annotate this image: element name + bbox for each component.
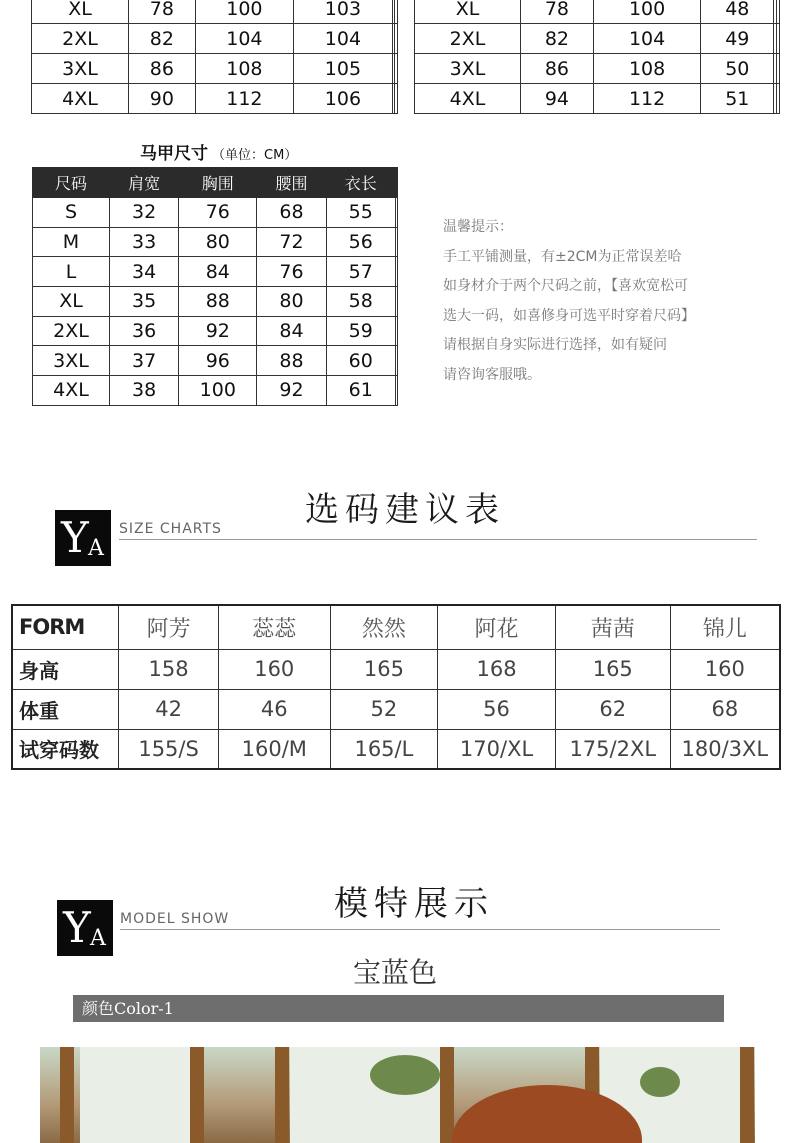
logo-letter-y: Y bbox=[63, 903, 91, 952]
table-row bbox=[12, 649, 780, 689]
table-cell: 34 bbox=[109, 257, 178, 287]
table-cell: 168 bbox=[438, 649, 556, 689]
table-cell: 84 bbox=[257, 316, 326, 346]
vest-size-table bbox=[32, 167, 398, 406]
tip-line: 请根据自身实际进行选择，如有疑问 bbox=[443, 337, 667, 353]
table-cell bbox=[395, 84, 398, 114]
window-frame bbox=[440, 1047, 454, 1143]
table-row bbox=[33, 287, 398, 317]
table-cell: 108 bbox=[195, 54, 294, 84]
table-cell: 60 bbox=[326, 346, 395, 376]
row-header: 体重 bbox=[12, 689, 119, 729]
table-cell: 49 bbox=[701, 24, 774, 54]
table-cell: 160 bbox=[218, 649, 330, 689]
table-cell: 52 bbox=[330, 689, 438, 729]
table-cell: 80 bbox=[257, 287, 326, 317]
table-cell: 4XL bbox=[33, 376, 110, 406]
column-header: 尺码 bbox=[33, 168, 110, 198]
tip-line: 手工平铺测量，有±2CM为正常误差哈 bbox=[443, 248, 682, 265]
table-cell: 84 bbox=[179, 257, 257, 287]
table-cell bbox=[777, 24, 780, 54]
table-cell: 104 bbox=[294, 24, 393, 54]
size-table-right bbox=[414, 0, 780, 114]
table-row bbox=[32, 54, 398, 84]
vest-title-text: 马甲尺寸 bbox=[140, 144, 208, 164]
table-cell: 92 bbox=[179, 316, 257, 346]
table-cell: 3XL bbox=[415, 54, 521, 84]
table-cell: 50 bbox=[701, 54, 774, 84]
table-cell: 35 bbox=[109, 287, 178, 317]
tip-line: 如身材介于两个尺码之前，【喜欢宽松可 bbox=[443, 278, 688, 294]
table-cell: 165 bbox=[555, 649, 670, 689]
size-table-left bbox=[31, 0, 398, 114]
row-header: 身高 bbox=[12, 649, 119, 689]
table-cell bbox=[395, 376, 397, 406]
table-cell bbox=[395, 257, 397, 287]
table-cell: 32 bbox=[109, 198, 178, 228]
table-cell: 105 bbox=[294, 54, 393, 84]
table-cell: 104 bbox=[195, 24, 294, 54]
table-cell: 33 bbox=[109, 227, 178, 257]
logo-letter-a: A bbox=[88, 536, 104, 561]
table-row bbox=[32, 84, 398, 114]
color-name-label: 宝蓝色 bbox=[352, 956, 437, 989]
table-cell: 92 bbox=[257, 376, 326, 406]
table-cell: 100 bbox=[195, 0, 294, 24]
table-cell: 158 bbox=[119, 649, 219, 689]
column-header bbox=[395, 168, 397, 198]
table-cell: 56 bbox=[326, 227, 395, 257]
table-cell: 38 bbox=[109, 376, 178, 406]
table-cell: 88 bbox=[257, 346, 326, 376]
plant-foliage bbox=[370, 1055, 440, 1095]
row-header: 试穿码数 bbox=[12, 729, 119, 769]
table-cell: 103 bbox=[294, 0, 393, 24]
table-cell: 165 bbox=[330, 649, 438, 689]
table-cell: XL bbox=[32, 0, 129, 24]
table-cell: 3XL bbox=[33, 346, 110, 376]
form-label: FORM bbox=[12, 605, 119, 649]
table-cell bbox=[395, 346, 397, 376]
model-name: 茜茜 bbox=[555, 605, 670, 649]
table-cell: 155/S bbox=[119, 729, 219, 769]
table-cell bbox=[395, 287, 397, 317]
table-cell: S bbox=[33, 198, 110, 228]
logo-letter-y: Y bbox=[61, 513, 89, 562]
tip-line: 请咨询客服哦。 bbox=[443, 366, 541, 383]
table-cell: 42 bbox=[119, 689, 219, 729]
table-row bbox=[32, 0, 398, 24]
table-cell bbox=[395, 198, 397, 228]
table-cell: 4XL bbox=[415, 84, 521, 114]
table-cell: 180/3XL bbox=[670, 729, 780, 769]
window-frame bbox=[740, 1047, 754, 1143]
table-cell bbox=[395, 227, 397, 257]
window-pane bbox=[80, 1047, 190, 1143]
table-cell: 90 bbox=[129, 84, 196, 114]
table-row bbox=[415, 0, 780, 24]
table-cell: 55 bbox=[326, 198, 395, 228]
table-row bbox=[12, 729, 780, 769]
table-cell: 82 bbox=[129, 24, 196, 54]
table-cell: 51 bbox=[701, 84, 774, 114]
table-cell: XL bbox=[415, 0, 521, 24]
table-cell: 58 bbox=[326, 287, 395, 317]
model-name: 蕊蕊 bbox=[218, 605, 330, 649]
table-row bbox=[33, 198, 398, 228]
divider-line bbox=[119, 539, 757, 540]
table-cell: 112 bbox=[195, 84, 294, 114]
size-chart-title: 选码建议表 bbox=[305, 490, 505, 530]
table-header-row bbox=[33, 168, 398, 198]
column-header: 腰围 bbox=[257, 168, 326, 198]
size-chart-subtitle: SIZE CHARTS bbox=[119, 521, 222, 537]
tip-line: 选大一码，如喜修身可选平时穿着尺码】 bbox=[443, 307, 695, 324]
table-row bbox=[32, 24, 398, 54]
table-cell: 86 bbox=[521, 54, 594, 84]
table-cell: 2XL bbox=[32, 24, 129, 54]
column-header: 衣长 bbox=[326, 168, 395, 198]
table-cell: 4XL bbox=[32, 84, 129, 114]
window-frame bbox=[190, 1047, 204, 1143]
tip-line: 温馨提示： bbox=[443, 219, 513, 235]
table-cell: 160 bbox=[670, 649, 780, 689]
table-cell: 96 bbox=[179, 346, 257, 376]
table-cell: XL bbox=[33, 287, 110, 317]
table-cell bbox=[395, 316, 397, 346]
table-cell bbox=[395, 24, 398, 54]
table-cell bbox=[777, 84, 780, 114]
table-row bbox=[415, 24, 780, 54]
table-cell: 100 bbox=[179, 376, 257, 406]
table-cell: 2XL bbox=[33, 316, 110, 346]
plant-foliage bbox=[640, 1067, 680, 1097]
table-cell: 68 bbox=[257, 198, 326, 228]
table-cell: M bbox=[33, 227, 110, 257]
model-show-subtitle: MODEL SHOW bbox=[120, 911, 230, 927]
table-cell: 175/2XL bbox=[555, 729, 670, 769]
table-cell: L bbox=[33, 257, 110, 287]
model-name: 阿花 bbox=[438, 605, 556, 649]
table-cell: 68 bbox=[670, 689, 780, 729]
table-cell: 94 bbox=[521, 84, 594, 114]
column-header: 胸围 bbox=[179, 168, 257, 198]
table-cell: 88 bbox=[179, 287, 257, 317]
table-header-row bbox=[12, 605, 780, 649]
column-header: 肩宽 bbox=[109, 168, 178, 198]
table-cell: 78 bbox=[129, 0, 196, 24]
table-row bbox=[33, 316, 398, 346]
logo-letter-a: A bbox=[90, 926, 106, 951]
table-cell: 100 bbox=[593, 0, 701, 24]
model-name: 锦儿 bbox=[670, 605, 780, 649]
table-cell: 2XL bbox=[415, 24, 521, 54]
table-cell: 170/XL bbox=[438, 729, 556, 769]
window-frame bbox=[275, 1047, 289, 1143]
model-photo bbox=[40, 1047, 755, 1143]
table-row bbox=[33, 376, 398, 406]
table-cell: 72 bbox=[257, 227, 326, 257]
table-cell bbox=[395, 54, 398, 84]
table-cell: 165/L bbox=[330, 729, 438, 769]
brand-logo bbox=[57, 900, 113, 956]
table-cell: 80 bbox=[179, 227, 257, 257]
table-cell: 62 bbox=[555, 689, 670, 729]
window-frame bbox=[60, 1047, 74, 1143]
table-cell: 61 bbox=[326, 376, 395, 406]
table-cell: 46 bbox=[218, 689, 330, 729]
model-show-title: 模特展示 bbox=[334, 884, 494, 924]
table-row bbox=[415, 54, 780, 84]
table-row bbox=[12, 689, 780, 729]
table-cell: 86 bbox=[129, 54, 196, 84]
table-cell: 59 bbox=[326, 316, 395, 346]
model-name: 然然 bbox=[330, 605, 438, 649]
size-suggestion-table bbox=[11, 604, 781, 770]
color-bar: 颜色Color-1 bbox=[73, 995, 724, 1022]
table-cell: 56 bbox=[438, 689, 556, 729]
table-cell: 48 bbox=[701, 0, 774, 24]
table-cell bbox=[777, 0, 780, 24]
brand-logo bbox=[55, 510, 111, 566]
table-cell: 76 bbox=[257, 257, 326, 287]
table-cell: 160/M bbox=[218, 729, 330, 769]
table-cell: 104 bbox=[593, 24, 701, 54]
table-cell bbox=[777, 54, 780, 84]
table-cell: 112 bbox=[593, 84, 701, 114]
table-row bbox=[415, 84, 780, 114]
table-cell: 108 bbox=[593, 54, 701, 84]
table-cell: 36 bbox=[109, 316, 178, 346]
model-name: 阿芳 bbox=[119, 605, 219, 649]
table-cell: 3XL bbox=[32, 54, 129, 84]
vest-size-title bbox=[140, 139, 297, 164]
table-cell: 82 bbox=[521, 24, 594, 54]
divider-line bbox=[120, 929, 720, 930]
vest-unit-text: （单位：CM） bbox=[212, 148, 298, 163]
table-row bbox=[33, 346, 398, 376]
table-cell: 78 bbox=[521, 0, 594, 24]
table-cell bbox=[395, 0, 398, 24]
table-row bbox=[33, 227, 398, 257]
table-cell: 106 bbox=[294, 84, 393, 114]
table-cell: 57 bbox=[326, 257, 395, 287]
table-cell: 37 bbox=[109, 346, 178, 376]
table-cell: 76 bbox=[179, 198, 257, 228]
table-row bbox=[33, 257, 398, 287]
tips-block bbox=[443, 213, 695, 390]
